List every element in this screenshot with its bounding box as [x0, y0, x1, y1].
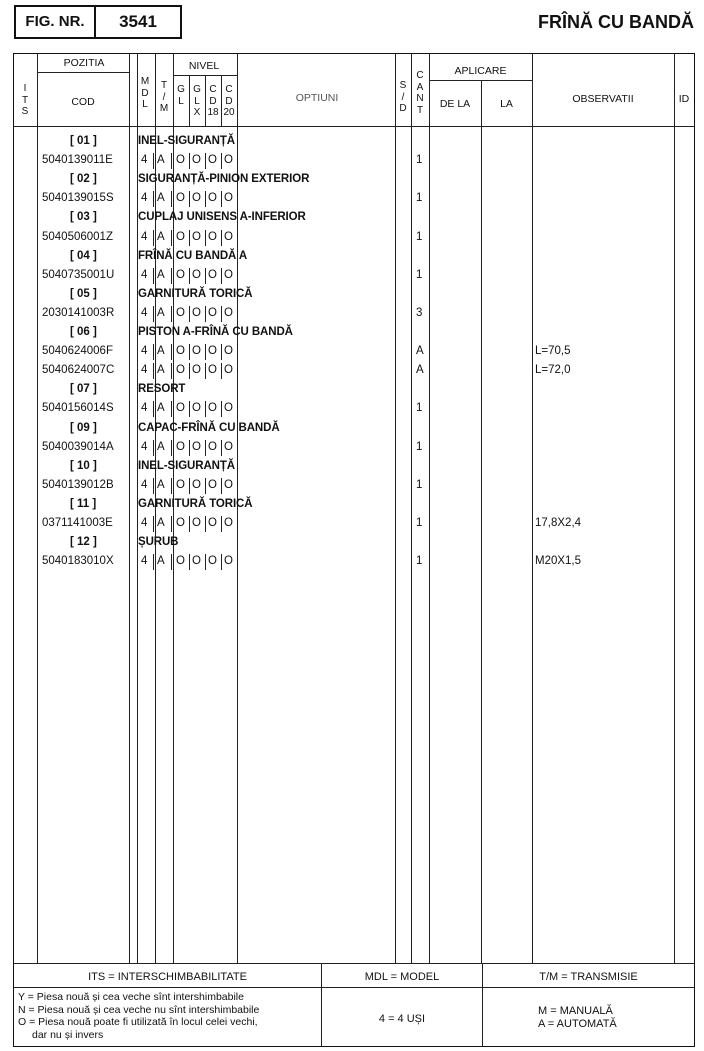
part-transmission: A — [157, 517, 165, 529]
part-level: O — [192, 306, 201, 319]
part-level: O — [176, 555, 185, 568]
h-cant-char: C — [416, 70, 424, 81]
its-lines-line: O = Piesa nouă poate fi utilizată în locul celei vechi, — [18, 1016, 258, 1028]
part-model: 4 — [141, 402, 148, 415]
part-quantity: 1 — [416, 402, 423, 415]
part-level: O — [176, 230, 185, 243]
tm-lines-line: M = MANUALĂ — [538, 1005, 613, 1017]
part-level: O — [224, 440, 233, 453]
item-position: [ 01 ] — [70, 135, 97, 147]
part-model: 4 — [141, 154, 148, 167]
part-level: O — [208, 478, 217, 491]
part-quantity: 1 — [416, 192, 423, 205]
part-level: O — [176, 517, 185, 529]
its-lines-line: N = Piesa nouă și cea veche nu sînt intershimbabile — [18, 1003, 260, 1016]
part-code: 5040139012B — [42, 478, 114, 491]
item-position: [ 02 ] — [70, 173, 97, 186]
part-code: 2030141003R — [42, 306, 115, 319]
part-level: O — [176, 192, 185, 205]
part-level: O — [208, 230, 217, 243]
part-level: O — [224, 364, 233, 377]
part-level: O — [176, 154, 185, 167]
h-mdl-char: M — [140, 76, 150, 87]
part-code: 5040506001Z — [42, 230, 113, 243]
h-glx-char: L — [194, 95, 200, 107]
part-level: O — [192, 440, 201, 453]
part-transmission: A — [157, 154, 165, 167]
h-cd20-char: D — [225, 95, 233, 107]
h-cant-char: N — [416, 93, 424, 104]
legend-its-title: ITS = INTERSCHIMBABILITATE — [88, 971, 247, 983]
item-description: ȘURUB — [138, 536, 179, 549]
legend-mdl-value: 4 = 4 UȘI — [378, 1013, 426, 1025]
part-level: O — [224, 230, 233, 243]
part-level: O — [208, 402, 217, 415]
part-level: O — [176, 268, 185, 281]
part-observation: 17,8X2,4 — [535, 517, 582, 529]
col-sd — [395, 80, 411, 115]
parts-table-frame — [13, 53, 695, 1047]
item-position: [ 05 ] — [70, 287, 97, 300]
part-level: O — [208, 192, 217, 205]
part-quantity: 1 — [416, 555, 423, 568]
item-description: SIGURANȚĂ-PINION EXTERIOR — [138, 173, 310, 186]
part-quantity: 1 — [416, 230, 423, 243]
part-transmission: A — [157, 345, 165, 358]
part-level: O — [176, 440, 185, 453]
h-cd18-char: D — [209, 95, 217, 107]
part-level: O — [208, 440, 217, 453]
item-position: [ 07 ] — [70, 383, 97, 396]
col-cod: COD — [71, 96, 95, 108]
h-tm-char: M — [159, 103, 169, 114]
col-tm — [155, 80, 173, 115]
part-model: 4 — [141, 478, 148, 491]
part-level: O — [176, 478, 185, 491]
part-level: O — [208, 154, 217, 167]
part-level: O — [192, 478, 201, 491]
part-transmission: A — [157, 555, 165, 568]
part-observation: M20X1,5 — [535, 555, 582, 568]
part-code: 5040156014S — [42, 402, 114, 415]
h-sd-char: / — [401, 91, 405, 103]
part-transmission: A — [157, 478, 165, 491]
part-level: O — [208, 555, 217, 568]
part-transmission: A — [157, 402, 165, 415]
h-mdl-char: D — [141, 87, 149, 99]
h-gl-char: L — [178, 95, 184, 107]
part-code: 5040624006F — [42, 345, 113, 358]
part-level: O — [224, 154, 233, 167]
item-description: INEL-SIGURANȚĂ — [138, 459, 235, 472]
item-position: [ 04 ] — [70, 249, 97, 262]
item-description: GARNITURĂ TORICĂ — [138, 287, 253, 300]
part-model: 4 — [141, 268, 148, 281]
item-description: INEL-SIGURANȚĂ — [138, 135, 235, 147]
part-transmission: A — [157, 268, 165, 281]
col-la: LA — [500, 98, 513, 110]
part-observation: L=72,0 — [535, 364, 571, 377]
item-description: RESORT — [138, 383, 186, 396]
part-quantity: 3 — [416, 306, 423, 319]
col-cd18 — [205, 84, 221, 119]
part-level: O — [192, 345, 201, 358]
part-transmission: A — [157, 306, 165, 319]
part-level: O — [224, 192, 233, 205]
col-gl — [173, 84, 189, 107]
h-cd20-char: 20 — [223, 107, 235, 118]
part-level: O — [176, 345, 185, 358]
part-transmission: A — [157, 230, 165, 243]
part-level: O — [208, 268, 217, 281]
part-level: O — [192, 154, 201, 167]
part-level: O — [176, 306, 185, 319]
part-code: 5040624007C — [42, 364, 115, 377]
part-level: O — [224, 268, 233, 281]
part-model: 4 — [141, 440, 148, 453]
part-model: 4 — [141, 192, 148, 205]
legend-tm-title: T/M = TRANSMISIE — [539, 971, 638, 983]
col-aplicare: APLICARE — [454, 65, 507, 77]
tm-lines-line: A = AUTOMATĂ — [538, 1017, 617, 1030]
part-model: 4 — [141, 364, 148, 377]
part-model: 4 — [141, 555, 148, 568]
part-level: O — [208, 517, 217, 529]
legend-tm-lines — [538, 1005, 688, 1030]
col-observatii: OBSERVATII — [572, 93, 634, 105]
part-model: 4 — [141, 517, 148, 529]
col-its — [14, 83, 36, 118]
page-title: FRÎNĂ CU BANDĂ — [538, 12, 694, 32]
h-glx-char: X — [193, 107, 201, 118]
part-level: O — [224, 345, 233, 358]
legend-mdl-title: MDL = MODEL — [364, 971, 440, 983]
item-position: [ 06 ] — [70, 326, 97, 338]
part-quantity: 1 — [416, 517, 423, 529]
part-level: O — [208, 306, 217, 319]
h-gl-char: G — [177, 84, 185, 95]
part-level: O — [224, 555, 233, 568]
part-level: O — [224, 306, 233, 319]
fig-number: 3541 — [119, 12, 157, 31]
item-description: GARNITURĂ TORICĂ — [138, 497, 253, 510]
part-code: 0371141003E — [42, 517, 113, 529]
part-model: 4 — [141, 345, 148, 358]
h-its-char: T — [21, 94, 29, 106]
legend-its-lines — [18, 991, 318, 1041]
part-level: O — [192, 364, 201, 377]
part-quantity: 1 — [416, 440, 423, 453]
col-id: ID — [678, 93, 690, 105]
part-code: 5040139015S — [42, 192, 114, 205]
col-glx — [189, 84, 205, 119]
item-position: [ 09 ] — [70, 421, 97, 434]
part-code: 5040735001U — [42, 268, 115, 281]
part-level: O — [192, 192, 201, 205]
figure-number-box — [14, 5, 182, 39]
h-sd-char: S — [399, 80, 407, 91]
item-position: [ 10 ] — [70, 459, 97, 472]
col-de-la: DE LA — [439, 98, 471, 110]
h-cd18-char: C — [209, 84, 217, 95]
part-level: O — [192, 230, 201, 243]
item-description: PISTON A-FRÎNĂ CU BANDĂ — [138, 326, 293, 338]
col-nivel: NIVEL — [188, 60, 220, 72]
item-description: FRÎNĂ CU BANDĂ A — [138, 249, 248, 262]
part-level: O — [192, 402, 201, 415]
part-quantity: 1 — [416, 478, 423, 491]
part-level: O — [192, 268, 201, 281]
col-cd20 — [221, 84, 237, 119]
h-tm-char: T — [160, 80, 168, 91]
part-code: 5040183010X — [42, 555, 114, 568]
part-level: O — [208, 364, 217, 377]
h-cant-char: A — [416, 81, 424, 93]
part-quantity: 1 — [416, 268, 423, 281]
h-sd-char: D — [399, 103, 407, 114]
item-position: [ 11 ] — [70, 497, 97, 510]
part-model: 4 — [141, 230, 148, 243]
h-its-char: S — [21, 106, 29, 117]
h-cd18-char: 18 — [207, 107, 219, 118]
part-level: O — [176, 364, 185, 377]
h-mdl-char: L — [142, 99, 148, 110]
part-level: O — [208, 345, 217, 358]
item-position: [ 12 ] — [70, 536, 97, 549]
col-optiuni: OPTIUNI — [295, 92, 339, 104]
col-pozitia: POZITIA — [63, 57, 105, 69]
part-transmission: A — [157, 440, 165, 453]
its-lines-line: Y = Piesa nouă și cea veche sînt intershimbabile — [18, 991, 244, 1003]
part-model: 4 — [141, 306, 148, 319]
h-cd20-char: C — [225, 84, 233, 95]
part-transmission: A — [157, 364, 165, 377]
item-position: [ 03 ] — [70, 211, 97, 224]
item-description: CUPLAJ UNISENS A-INFERIOR — [138, 211, 306, 224]
its-lines-line: dar nu și invers — [32, 1028, 104, 1041]
part-level: O — [176, 402, 185, 415]
part-level: O — [192, 555, 201, 568]
item-description: CAPAC-FRÎNĂ CU BANDĂ — [138, 421, 280, 434]
part-quantity: A — [416, 345, 424, 358]
part-level: O — [224, 517, 233, 529]
part-level: O — [224, 478, 233, 491]
part-level: O — [192, 517, 201, 529]
part-level: O — [224, 402, 233, 415]
part-quantity: A — [416, 364, 424, 377]
h-glx-char: G — [193, 84, 201, 95]
h-cant-char: T — [416, 104, 424, 116]
h-its-char: I — [23, 83, 27, 94]
part-transmission: A — [157, 192, 165, 205]
fig-label: FIG. NR. — [16, 7, 96, 37]
part-quantity: 1 — [416, 154, 423, 167]
col-mdl — [137, 76, 153, 111]
part-code: 5040139011E — [42, 154, 113, 167]
col-cant — [411, 70, 429, 116]
part-observation: L=70,5 — [535, 345, 571, 358]
part-code: 5040039014A — [42, 440, 114, 453]
h-tm-char: / — [162, 91, 166, 103]
